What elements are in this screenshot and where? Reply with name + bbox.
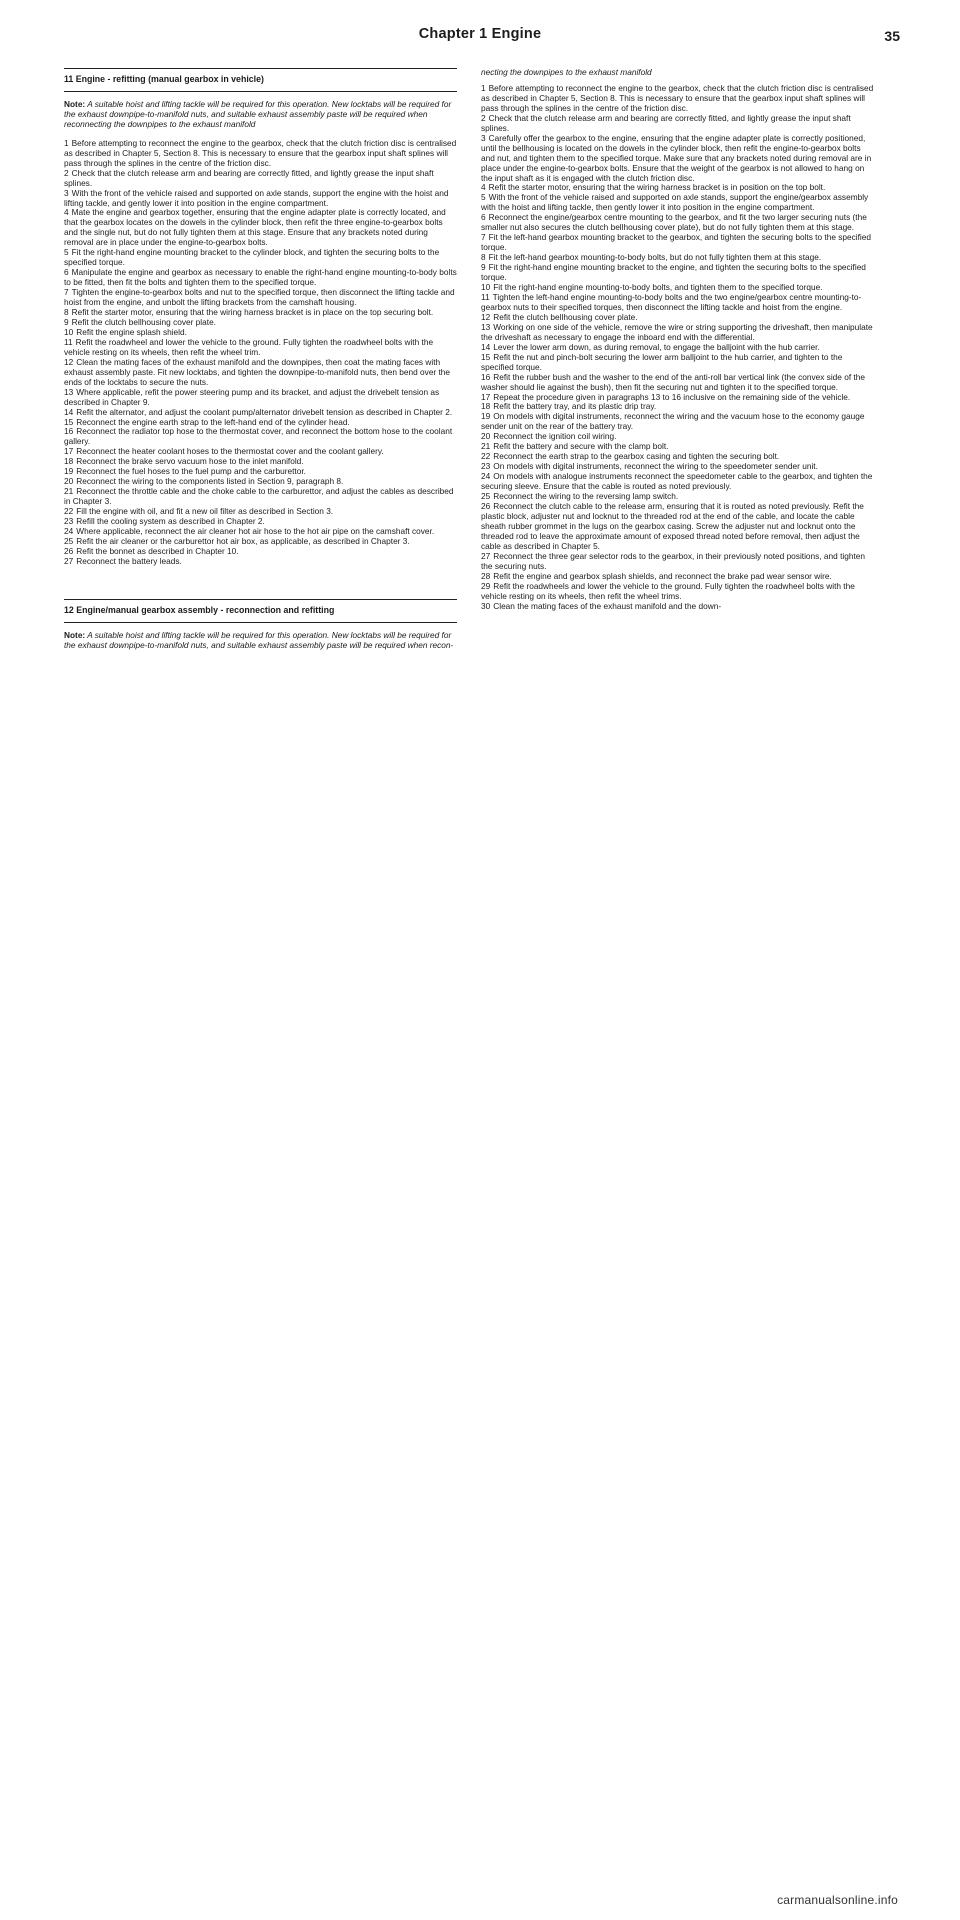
paragraph-text: Reconnect the battery leads. xyxy=(76,555,182,566)
paragraph-text: On models with digital instruments, reconnect the wiring and the vacuum hose to the economy gauge sender unit on the rear of the battery tray. xyxy=(481,411,865,432)
paragraph-text: Clean the mating faces of the exhaust manifold and the downpipes, then coat the mating faces with exhaust assembly paste. Fit new locktabs, and tighten the downpipe-to-manifold nuts, then bend over the ends of the locktabs to secure the nuts. xyxy=(64,356,451,387)
paragraph-text: Reconnect the fuel hoses to the fuel pump and the carburettor. xyxy=(76,466,306,477)
paragraph xyxy=(64,557,457,567)
paragraph-number: 9 xyxy=(481,262,486,273)
right-column xyxy=(481,68,874,611)
section-rule xyxy=(64,622,457,623)
paragraph-text: Lever the lower arm down, as during removal, to engage the balljoint with the hub carrier. xyxy=(493,341,820,352)
paragraph-text: Where applicable, reconnect the air cleaner hot air hose to the hot air pipe on the camshaft cover. xyxy=(76,525,435,536)
paragraph-text: Working on one side of the vehicle, remove the wire or string supporting the driveshaft, then manipulate the driveshaft as necessary to engage the inboard end with the differential. xyxy=(481,321,873,342)
paragraph-text: Refill the cooling system as described in Chapter 2. xyxy=(76,516,265,527)
paragraph-text: Refit the rubber bush and the washer to the end of the anti-roll bar vertical link (the convex side of the washer should lie against the bush), then fit the securing nut and tighten it to the specified torque. xyxy=(481,371,865,392)
paragraph xyxy=(64,338,457,358)
paragraph-text: Fit the right-hand engine mounting bracket to the cylinder block, and tighten the securing bolts to the specified torque. xyxy=(64,247,440,268)
paragraph xyxy=(481,213,874,233)
paragraph-text: With the front of the vehicle raised and supported on axle stands, support the engine with the hoist and lifting tackle, and gently lower it into position in the engine compartment. xyxy=(64,187,449,208)
paragraph xyxy=(481,412,874,432)
paragraph-number: 25 xyxy=(481,491,491,502)
paragraph xyxy=(64,169,457,189)
paragraph-text: Refit the clutch bellhousing cover plate. xyxy=(493,311,638,322)
paragraph-text: Where applicable, refit the power steering pump and its bracket, and adjust the drivebelt tension as described in Chapter 9. xyxy=(64,386,440,407)
paragraph-number: 17 xyxy=(64,446,74,457)
paragraph xyxy=(481,582,874,602)
paragraph-text: Refit the air cleaner or the carburettor hot air box, as applicable, as described in Chapter 3. xyxy=(76,535,410,546)
paragraph-number: 4 xyxy=(481,182,486,193)
paragraph-number: 21 xyxy=(64,486,74,497)
paragraph-text: Refit the engine splash shield. xyxy=(76,326,187,337)
paragraph-text: Fit the right-hand engine mounting-to-body bolts, and tighten them to the specified torque. xyxy=(493,282,823,293)
section-11-paragraphs xyxy=(64,139,457,567)
paragraph-text: On models with digital instruments, reconnect the wiring to the speedometer sender unit. xyxy=(493,461,818,472)
site-watermark: carmanualsonline.info xyxy=(777,1893,898,1907)
paragraph-text: Clean the mating faces of the exhaust manifold and the down- xyxy=(493,600,722,611)
paragraph-number: 10 xyxy=(64,326,74,337)
paragraph-text: Refit the engine and gearbox splash shields, and reconnect the brake pad wear sensor wire. xyxy=(493,570,832,581)
paragraph-text: Fill the engine with oil, and fit a new oil filter as described in Section 3. xyxy=(76,506,334,517)
paragraph-number: 20 xyxy=(481,431,491,442)
chapter-title: Chapter 1 Engine xyxy=(418,26,542,42)
paragraph-text: Reconnect the wiring to the reversing lamp switch. xyxy=(493,491,679,502)
paragraph xyxy=(481,502,874,552)
paragraph-text: Reconnect the clutch cable to the release arm, ensuring that it is routed as noted previously. Refit the plastic block, adjuster nut and locknut to the threaded rod at the end of the cable, and locate the cable sheath rubber grommet in the lugs on the gearbox casing. Screw the adjuster nut and locknut onto the threaded rod to leave the approximate amount of exposed thread noted before removal, then adjust the cable as described in Chapter 5. xyxy=(481,500,864,551)
paragraph-text: Mate the engine and gearbox together, ensuring that the engine adapter plate is correctly located, and that the gearbox locates on the dowels in the cylinder block, then refit the three engine-to-gearbox bolts and the single nut, but do not fully tighten them at this stage. Ensure that any brackets noted during removal are in place under the engine-to-gearbox bolts. xyxy=(64,207,446,248)
paragraph-number: 12 xyxy=(64,356,74,367)
paragraph-text: Reconnect the engine/gearbox centre mounting to the gearbox, and fit the two larger securing nuts (the smaller nut also secures the clutch bellhousing cover plate), but do not fully tighten them at this stage. xyxy=(481,212,867,233)
paragraph xyxy=(64,427,457,447)
paragraph-number: 23 xyxy=(481,461,491,472)
paragraph-text: Manipulate the engine and gearbox as necessary to enable the right-hand engine mounting-to-body bolts to be fitted, then fit the bolts and tighten them to the specified torque. xyxy=(64,267,457,288)
paragraph xyxy=(64,388,457,408)
paragraph-number: 13 xyxy=(64,386,74,397)
paragraph-number: 19 xyxy=(481,411,491,422)
paragraph xyxy=(64,358,457,388)
paragraph-number: 24 xyxy=(481,471,491,482)
paragraph-number: 14 xyxy=(481,341,491,352)
paragraph-text: Refit the battery and secure with the clamp bolt. xyxy=(493,441,669,452)
paragraph-text: With the front of the vehicle raised and supported on axle stands, support the engine/gearbox assembly with the hoist and lifting tackle, then gently lower it into position in the engine compartment. xyxy=(481,192,869,213)
paragraph-number: 25 xyxy=(64,535,74,546)
paragraph-text: Reconnect the heater coolant hoses to the thermostat cover and the coolant gallery. xyxy=(76,446,384,457)
paragraph-number: 3 xyxy=(481,132,486,143)
paragraph-text: Carefully offer the gearbox to the engine, ensuring that the engine adapter plate is correctly positioned, until the bellhousing is located on the dowels in the cylinder block, then refit the engine-to-gearbox bolts and nut, and tighten them to the specified torque. Make sure that any brackets noted during removal are in place under the engine-to-gearbox bolts. Ensure that the weight of the gearbox is not allowed to hang on the input shaft as it is engaged with the clutch friction disc. xyxy=(481,132,872,183)
paragraph xyxy=(481,293,874,313)
paragraph-number: 7 xyxy=(481,232,486,243)
note-text: A suitable hoist and lifting tackle will be required for this operation. New locktabs will be required for the exhaust downpipe-to-manifold nuts, and suitable exhaust assembly paste will be required when reconnecting the downpipes to the exhaust manifold xyxy=(64,98,452,129)
paragraph xyxy=(481,84,874,114)
paragraph-number: 27 xyxy=(481,550,491,561)
paragraph-text: Refit the starter motor, ensuring that the wiring harness bracket is in position on the top bolt. xyxy=(488,182,826,193)
section-rule xyxy=(64,599,457,600)
paragraph-number: 30 xyxy=(481,600,491,611)
section-11-note xyxy=(64,100,457,130)
paragraph-text: Fit the left-hand gearbox mounting-to-body bolts, but do not fully tighten them at this stage. xyxy=(488,252,822,263)
paragraph xyxy=(481,323,874,343)
paragraph-number: 26 xyxy=(64,545,74,556)
paragraph-number: 16 xyxy=(64,426,74,437)
section-11-heading: 11 Engine - refitting (manual gearbox in vehicle) xyxy=(64,74,264,84)
paragraph-number: 6 xyxy=(64,267,69,278)
paragraph-number: 18 xyxy=(481,401,491,412)
paragraph-number: 28 xyxy=(481,570,491,581)
paragraph-number: 6 xyxy=(481,212,486,223)
page-header xyxy=(0,26,960,56)
paragraph-number: 14 xyxy=(64,406,74,417)
paragraph xyxy=(481,233,874,253)
paragraph-number: 11 xyxy=(64,336,73,347)
paragraph-number: 9 xyxy=(64,316,69,327)
paragraph-text: Refit the roadwheels and lower the vehicle to the ground. Fully tighten the roadwheel bolts with the vehicle resting on its wheels, then refit the wheel trims. xyxy=(481,580,855,601)
paragraph-number: 27 xyxy=(64,555,74,566)
paragraph-number: 2 xyxy=(481,112,486,123)
paragraph xyxy=(64,189,457,209)
paragraph-text: Reconnect the brake servo vacuum hose to the inlet manifold. xyxy=(76,456,304,467)
paragraph-text: Check that the clutch release arm and bearing are correctly fitted, and lightly grease the input shaft splines. xyxy=(64,167,434,188)
section-rule xyxy=(64,91,457,92)
paragraph-text: Tighten the left-hand engine mounting-to-body bolts and the two engine/gearbox centre mounting-to-gearbox nuts to their specified torques, then disconnect the lifting tackle and hoist from the engine. xyxy=(481,291,862,312)
paragraph-text: Reconnect the three gear selector rods to the gearbox, in their previously noted positions, and tighten the securing nuts. xyxy=(481,550,865,571)
paragraph-number: 7 xyxy=(64,287,69,298)
paragraph-text: Before attempting to reconnect the engine to the gearbox, check that the clutch friction disc is centralised as described in Chapter 5, Section 8. This is necessary to ensure that the gearbox input shaft splines will pass through the splines in the centre of the friction disc. xyxy=(481,82,874,113)
paragraph-number: 22 xyxy=(64,506,74,517)
paragraph-text: Refit the battery tray, and its plastic drip tray. xyxy=(493,401,657,412)
paragraph-text: Tighten the engine-to-gearbox bolts and nut to the specified torque, then disconnect the lifting tackle and hoist from the engine, and unbolt the lifting brackets from the camshaft housing. xyxy=(64,287,455,308)
section-12-heading: 12 Engine/manual gearbox assembly - reconnection and refitting xyxy=(64,604,335,615)
paragraph xyxy=(64,208,457,248)
paragraph-text: Refit the clutch bellhousing cover plate. xyxy=(71,316,216,327)
paragraph-text: On models with analogue instruments reconnect the speedometer cable to the gearbox, and tighten the securing sleeve. Ensure that the cable is routed as noted previously. xyxy=(481,471,873,492)
paragraph-text: Refit the alternator, and adjust the coolant pump/alternator drivebelt tension as described in Chapter 2. xyxy=(76,406,453,417)
section-12-note xyxy=(64,631,457,651)
paragraph-number: 11 xyxy=(481,291,490,302)
section-rule xyxy=(64,68,457,69)
paragraph-number: 4 xyxy=(64,207,69,218)
paragraph-number: 10 xyxy=(481,282,491,293)
paragraph-number: 20 xyxy=(64,476,74,487)
paragraph-number: 8 xyxy=(64,307,69,318)
paragraph-text: Reconnect the radiator top hose to the thermostat cover, and reconnect the bottom hose to the coolant gallery. xyxy=(64,426,453,447)
paragraph xyxy=(481,263,874,283)
paragraph-text: Refit the roadwheel and lower the vehicle to the ground. Fully tighten the roadwheel bolts with the vehicle resting on its wheels, then refit the wheel trim. xyxy=(64,336,434,357)
paragraph-number: 26 xyxy=(481,500,491,511)
paragraph xyxy=(64,139,457,169)
paragraph-number: 5 xyxy=(64,247,69,258)
paragraph-number: 22 xyxy=(481,451,491,462)
paragraph xyxy=(64,268,457,288)
paragraph-text: Reconnect the wiring to the components listed in Section 9, paragraph 8. xyxy=(76,476,344,487)
paragraph xyxy=(481,552,874,572)
paragraph xyxy=(481,193,874,213)
paragraph xyxy=(64,487,457,507)
left-column xyxy=(64,64,457,660)
paragraph-number: 18 xyxy=(64,456,74,467)
paragraph-number: 21 xyxy=(481,441,491,452)
paragraph xyxy=(481,114,874,134)
paragraph-number: 3 xyxy=(64,187,69,198)
paragraph-text: Reconnect the earth strap to the gearbox casing and tighten the securing bolt. xyxy=(493,451,780,462)
paragraph-number: 8 xyxy=(481,252,486,263)
paragraph xyxy=(481,472,874,492)
paragraph-text: Refit the starter motor, ensuring that the wiring harness bracket is in place on the top securing bolt. xyxy=(71,307,434,318)
paragraph-number: 13 xyxy=(481,321,491,332)
paragraph xyxy=(64,288,457,308)
paragraph-text: Reconnect the throttle cable and the choke cable to the carburettor, and adjust the cables as described in Chapter 3. xyxy=(64,486,454,507)
paragraph-text: Reconnect the engine earth strap to the left-hand end of the cylinder head. xyxy=(76,416,350,427)
paragraph-text: Check that the clutch release arm and bearing are correctly fitted, and lightly grease the input shaft splines. xyxy=(481,112,851,133)
paragraph-text: Refit the nut and pinch-bolt securing the lower arm balljoint to the hub carrier, and tighten to the specified torque. xyxy=(481,351,843,372)
paragraph-number: 5 xyxy=(481,192,486,203)
paragraph xyxy=(481,353,874,373)
paragraph xyxy=(481,602,874,612)
paragraph-number: 15 xyxy=(481,351,491,362)
paragraph xyxy=(64,248,457,268)
paragraph-text: Fit the left-hand gearbox mounting bracket to the gearbox, and tighten the securing bolts to the specified torque. xyxy=(481,232,871,253)
paragraph-text: Refit the bonnet as described in Chapter 10. xyxy=(76,545,239,556)
paragraph-number: 15 xyxy=(64,416,74,427)
paragraph-number: 29 xyxy=(481,580,491,591)
paragraph-number: 12 xyxy=(481,311,491,322)
paragraph-number: 17 xyxy=(481,391,491,402)
paragraph-number: 2 xyxy=(64,167,69,178)
section-12-paragraphs xyxy=(481,84,874,612)
paragraph-text: Reconnect the ignition coil wiring. xyxy=(493,431,617,442)
paragraph-text: Fit the right-hand engine mounting bracket to the engine, and tighten the securing bolts to the specified torque. xyxy=(481,262,866,283)
paragraph-text: Before attempting to reconnect the engine to the gearbox, check that the clutch friction disc is centralised as described in Chapter 5, Section 8. This is necessary to ensure that the gearbox input shaft splines will pass through the splines in the centre of the friction disc. xyxy=(64,137,457,168)
continued-note: necting the downpipes to the exhaust manifold xyxy=(481,67,652,77)
note-label: Note: xyxy=(64,98,86,109)
paragraph-number: 1 xyxy=(64,137,69,148)
paragraph xyxy=(481,134,874,184)
paragraph-number: 16 xyxy=(481,371,491,382)
paragraph-number: 24 xyxy=(64,525,74,536)
note-label: Note: xyxy=(64,629,86,640)
paragraph-number: 23 xyxy=(64,516,74,527)
note-text: A suitable hoist and lifting tackle will be required for this operation. New locktabs will be required for the exhaust downpipe-to-manifold nuts, and suitable exhaust assembly paste will be required when recon- xyxy=(64,629,454,650)
page-number: 35 xyxy=(884,28,900,44)
paragraph-text: Repeat the procedure given in paragraphs 13 to 16 inclusive on the remaining side of the vehicle. xyxy=(493,391,851,402)
paragraph-number: 1 xyxy=(481,82,486,93)
paragraph xyxy=(481,373,874,393)
paragraph-number: 19 xyxy=(64,466,74,477)
